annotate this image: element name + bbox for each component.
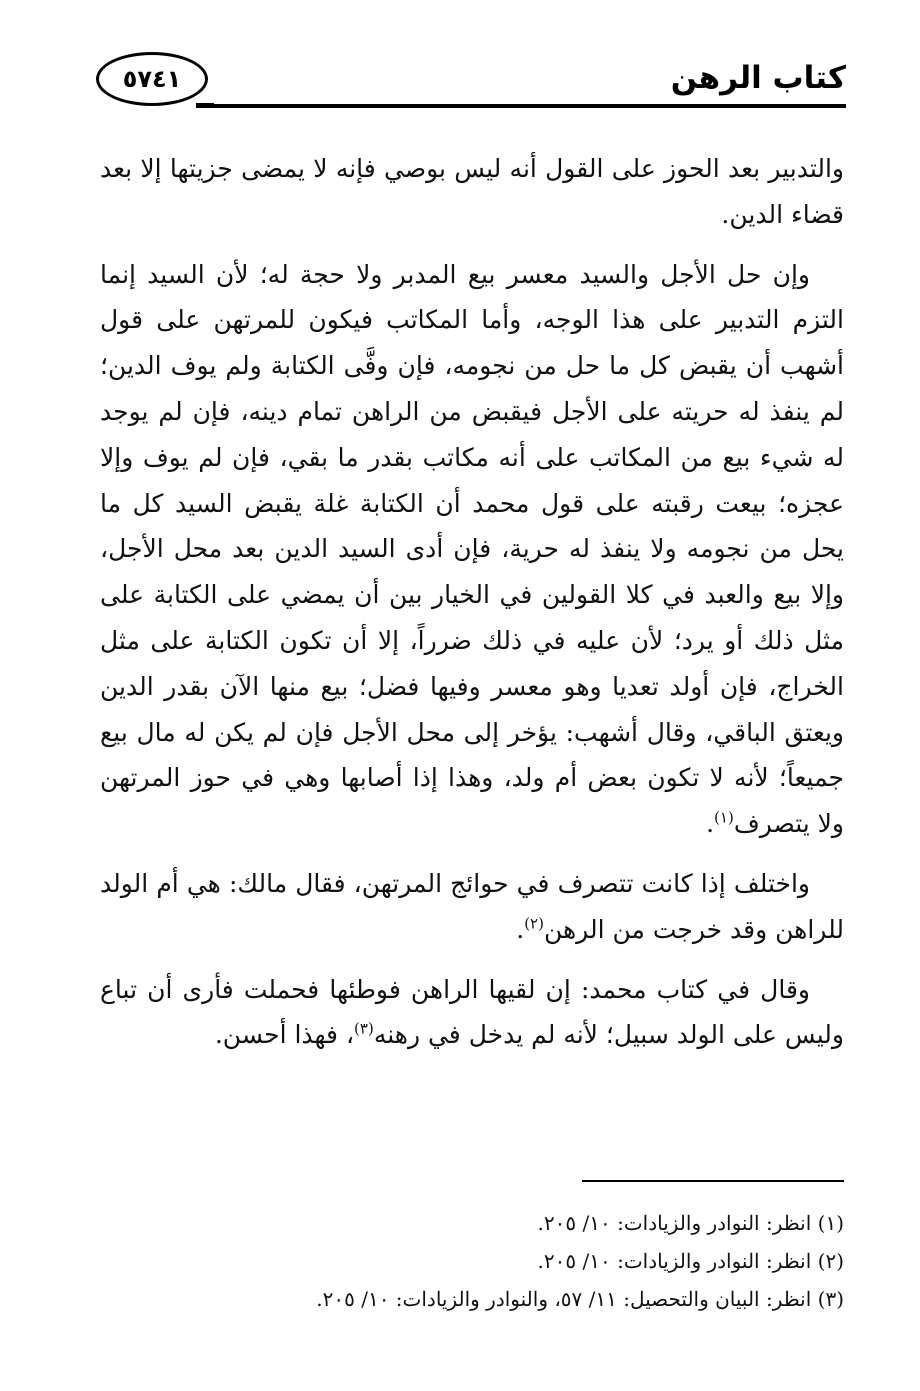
page-number-badge — [96, 52, 208, 106]
footnote-marker[interactable]: (٢) — [524, 914, 544, 933]
paragraph-text: وإن حل الأجل والسيد معسر بيع المدبر ولا حجة له؛ لأن السيد إنما التزم التدبير على هذا الوجه، وأما المكاتب فيكون للمرتهن على قول أشهب أن يقبض كل ما حل من نجومه، فإن وفَّى الكتابة ولم يوف الدين؛ لم ينفذ له حريته على الأجل فيقبض من الراهن تمام دينه، فإن لم يوجد له شيء بيع من المكاتب على أنه مكاتب بقدر ما بقي، فإن لم يوف وإلا عجزه؛ بيعت رقبته على قول محمد أن الكتابة غلة يقبض السيد كل ما يحل من نجومه ولا ينفذ له حرية، فإن أدى السيد الدين بعد محل الأجل، وإلا بيع والعبد في كلا القولين في الخيار بين أن يمضي على الكتابة على مثل ذلك أو يرد؛ لأن عليه في ذلك ضرراً، إلا أن تكون الكتابة على مثل الخراج، فإن أولد تعديا وهو معسر وفيها فضل؛ بيع منها الآن بقدر الدين ويعتق الباقي، وقال أشهب: يؤخر إلى محل الأجل فإن لم يكن له مال بيع جميعاً؛ لأنه لا تكون بعض أم ولد، وهذا إذا أصابها وهي في حوز المرتهن ولا يتصرف — [100, 259, 844, 839]
paragraph-text: واختلف إذا كانت تتصرف في حوائج المرتهن، فقال مالك: هي أم الولد للراهن وقد خرجت من الرهن — [100, 868, 844, 944]
paragraph — [100, 252, 844, 847]
paragraph-tail: . — [706, 809, 715, 839]
header-rule — [196, 104, 846, 108]
paragraph — [100, 146, 844, 238]
page-number: ٥٧٤١ — [122, 65, 182, 93]
main-text — [100, 146, 844, 1066]
paragraph-tail: ، فهذا أحسن. — [214, 1020, 355, 1050]
paragraph — [100, 967, 844, 1059]
footnotes — [100, 1204, 844, 1318]
paragraph — [100, 861, 844, 953]
footnote-item: (١) انظر: النوادر والزيادات: ١٠/ ٢٠٥. — [537, 1211, 844, 1235]
footnote-marker[interactable]: (١) — [714, 808, 734, 827]
paragraph-text: والتدبير بعد الحوز على القول أنه ليس بوصي فإنه لا يمضى جزيتها إلا بعد قضاء الدين. — [100, 154, 844, 229]
footnote-item: (٢) انظر: النوادر والزيادات: ١٠/ ٢٠٥. — [537, 1249, 844, 1273]
footnote-item: (٣) انظر: البيان والتحصيل: ١١/ ٥٧، والنوادر والزيادات: ١٠/ ٢٠٥. — [316, 1287, 844, 1311]
footnote-separator — [582, 1180, 844, 1182]
paragraph-tail: . — [516, 914, 525, 944]
chapter-title: كتاب الرهن — [670, 60, 846, 96]
footnote-marker[interactable]: (٣) — [354, 1020, 374, 1039]
page-header — [96, 52, 846, 112]
paragraph-text: وقال في كتاب محمد: إن لقيها الراهن فوطئها فحملت فأرى أن تباع وليس على الولد سبيل؛ لأنه لم يدخل في رهنه — [100, 974, 844, 1050]
